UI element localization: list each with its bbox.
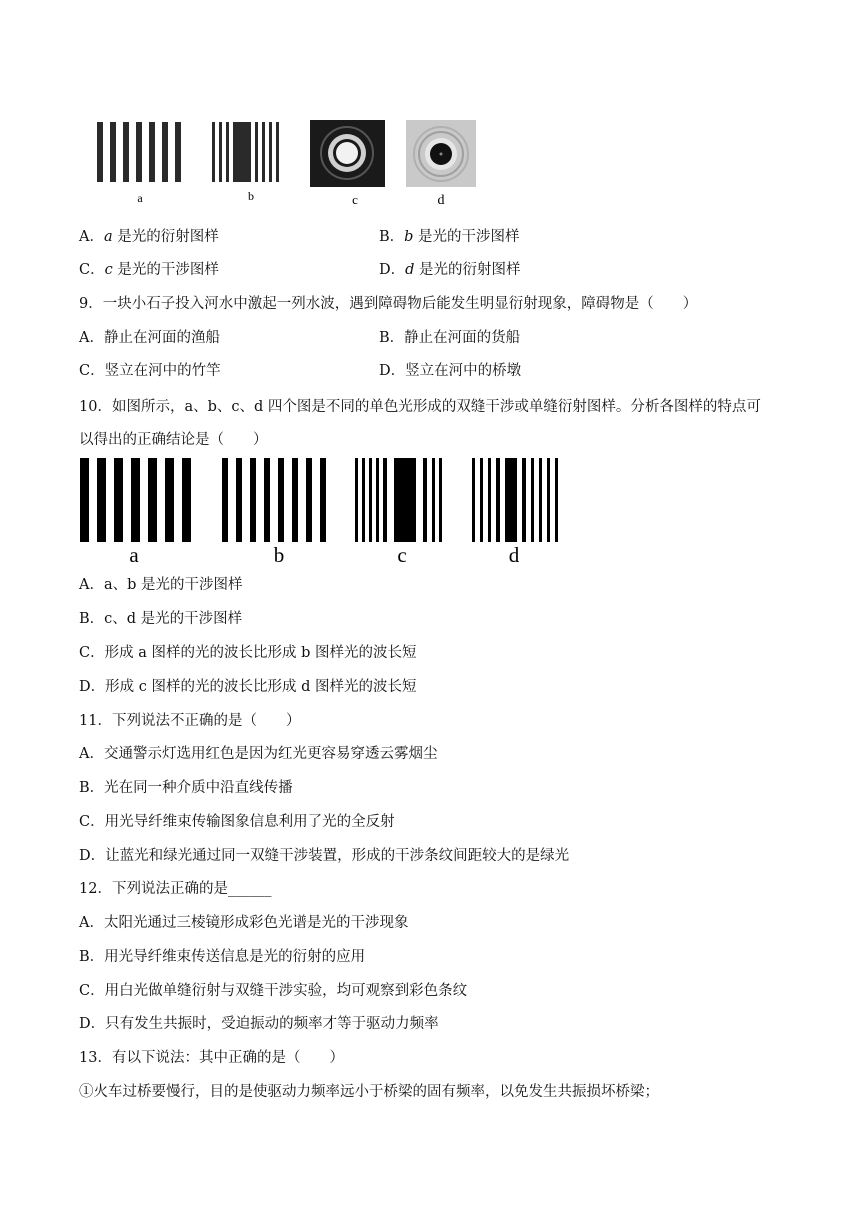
- q8-option-c: C．c 是光的干涉图样: [79, 262, 219, 278]
- q10-pattern-d: [472, 458, 558, 542]
- q9-stem: 9．一块小石子投入河水中激起一列水波，遇到障碍物后能发生明显衍射现象，障碍物是（ ）: [79, 296, 698, 312]
- q13-item-1: ①火车过桥要慢行，目的是使驱动力频率远小于桥梁的固有频率，以免发生共振损坏桥梁；: [79, 1084, 659, 1100]
- q11-option-c: C．用光导纤维束传输图象信息利用了光的全反射: [79, 814, 395, 830]
- q11-option-a: A．交通警示灯选用红色是因为红光更容易穿透云雾烟尘: [79, 746, 438, 762]
- q11-option-b: B．光在同一种介质中沿直线传播: [79, 780, 293, 796]
- q8-pattern-b: [212, 122, 279, 182]
- q10-stem-line2: 以得出的正确结论是（ ）: [79, 432, 268, 448]
- q10-fig-label-a: a: [129, 543, 139, 567]
- q8-option-a: A．a 是光的衍射图样: [79, 229, 219, 245]
- q12-option-a: A．太阳光通过三棱镜形成彩色光谱是光的干涉现象: [79, 915, 409, 931]
- q8-fig-label-d: d: [437, 193, 445, 208]
- q10-option-b: B．c、d 是光的干涉图样: [79, 611, 243, 627]
- q8-option-b: B．b 是光的干涉图样: [379, 229, 520, 245]
- q9-option-a: A．静止在河面的渔船: [79, 330, 220, 346]
- q13-stem: 13．有以下说法：其中正确的是（ ）: [79, 1050, 344, 1066]
- q10-pattern-b: [222, 458, 326, 542]
- q8-fig-label-a: a: [137, 191, 143, 205]
- q10-fig-label-b: b: [273, 543, 285, 567]
- q10-figure: [76, 456, 566, 568]
- q8-option-d: D．d 是光的衍射图样: [379, 262, 521, 278]
- q8-pattern-c: [310, 120, 385, 187]
- q10-pattern-a: [80, 458, 191, 542]
- q8-pattern-a: [97, 122, 181, 182]
- q10-stem-line1: 10．如图所示，a、b、c、d 四个图是不同的单色光形成的双缝干涉或单缝衍射图样。分析各图样的特点可: [79, 399, 761, 415]
- q10-option-a: A．a、b 是光的干涉图样: [79, 577, 243, 593]
- q9-option-c: C．竖立在河中的竹竿: [79, 363, 221, 379]
- q12-option-b: B．用光导纤维束传送信息是光的衍射的应用: [79, 949, 366, 965]
- q11-option-d: D．让蓝光和绿光通过同一双缝干涉装置，形成的干涉条纹间距较大的是绿光: [79, 848, 570, 864]
- q8-fig-label-b: b: [248, 189, 254, 203]
- q11-stem: 11．下列说法不正确的是（ ）: [79, 713, 301, 729]
- q9-option-b: B．静止在河面的货船: [379, 330, 521, 346]
- q12-stem: 12．下列说法正确的是______: [79, 881, 272, 897]
- q10-pattern-c: [355, 458, 442, 542]
- q12-option-d: D．只有发生共振时，受迫振动的频率才等于驱动力频率: [79, 1016, 439, 1032]
- q10-option-c: C．形成 a 图样的光的波长比形成 b 图样光的波长短: [79, 645, 417, 661]
- q10-option-d: D．形成 c 图样的光的波长比形成 d 图样光的波长短: [79, 679, 417, 695]
- q8-fig-label-c: c: [352, 192, 358, 207]
- q12-answer-blank: ______: [227, 881, 272, 897]
- q10-fig-label-c: c: [397, 543, 407, 567]
- q12-option-c: C．用白光做单缝衍射与双缝干涉实验，均可观察到彩色条纹: [79, 983, 468, 999]
- q9-option-d: D．竖立在河中的桥墩: [379, 363, 522, 379]
- q8-figure: [90, 116, 490, 212]
- q8-pattern-d: [406, 120, 476, 187]
- q10-fig-label-d: d: [508, 543, 520, 567]
